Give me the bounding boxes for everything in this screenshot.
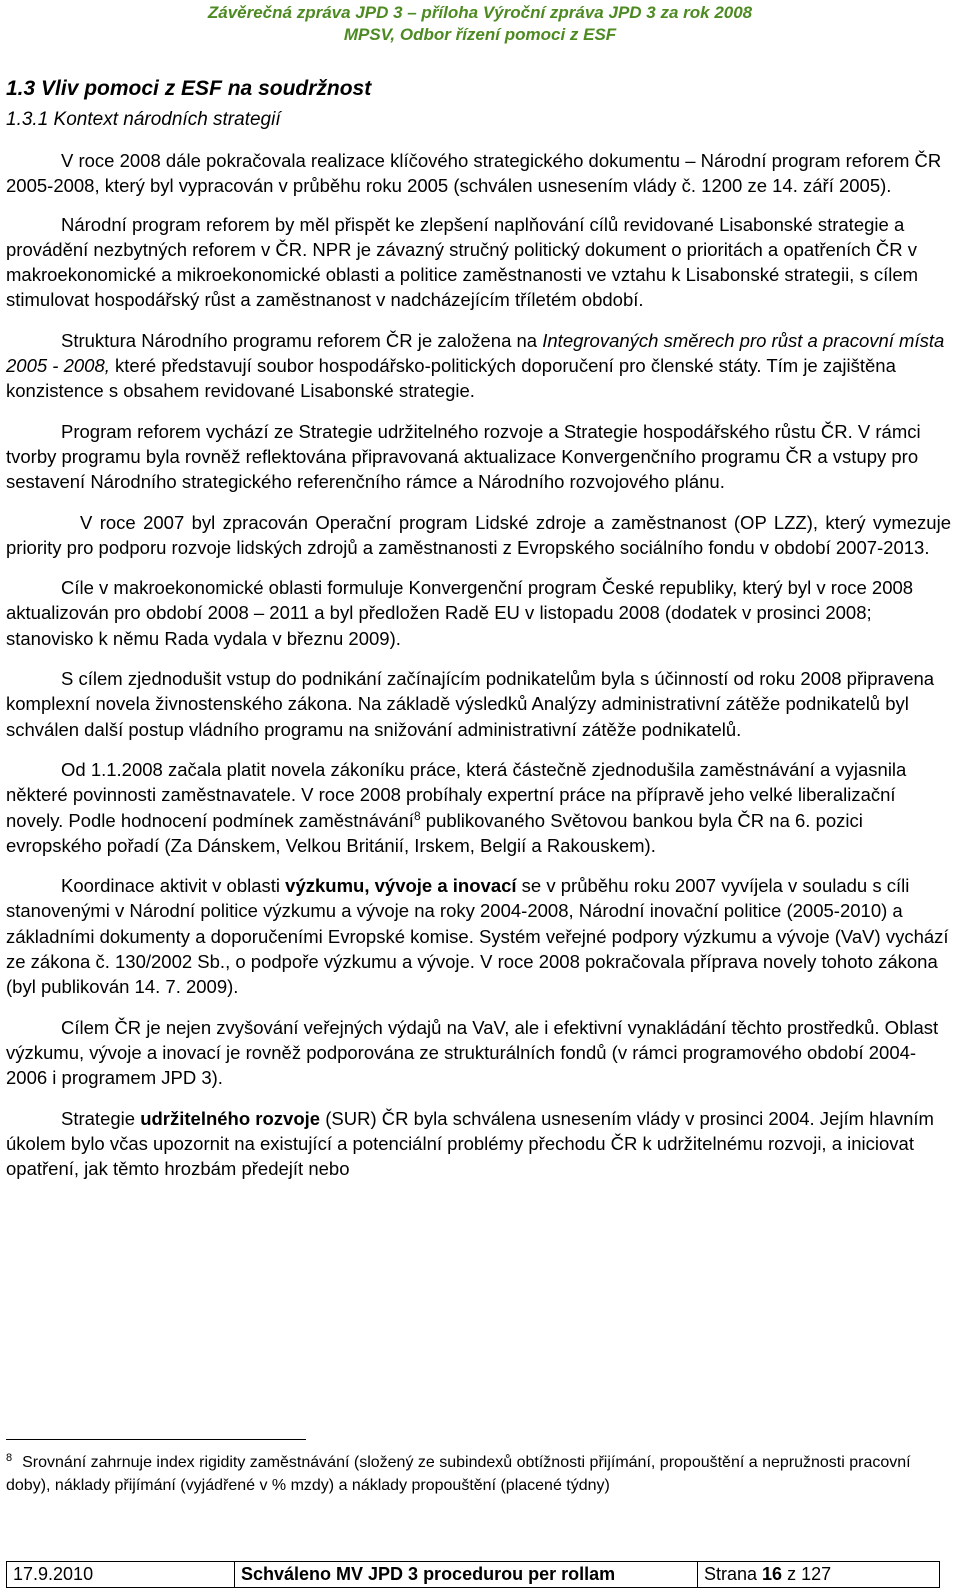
text-run: (SUR) ČR byla schválena usnesením vlády v prosinci 2004. Jejím hlavním úkolem bylo včas upozornit na existující a potenciální problémy přechodu ČR k udržitelnému rozvoji, a iniciovat opatření, jak těmto hrozbám předejít nebo (6, 1107, 934, 1180)
footnote-number: 8 (6, 1452, 13, 1464)
paragraph: Program reforem vychází ze Strategie udržitelného rozvoje a Strategie hospodářského růstu ČR. V rámci tvorby programu byla rovněž reflektována připravovaná aktualizace Konvergenčního programu ČR a vstupy pro sestavení Národního strategického referenčního rámce a Národního rozvojového plánu. (6, 420, 921, 493)
footnote-text: Srovnání zahrnuje index rigidity zaměstnávání (složený ze subindexů obtížnosti přijímání, propouštění a nepružnosti pracovní doby), náklady přijímání (vyjádřené v % mzdy) a náklady propouštění (placené týdny) (6, 1454, 911, 1494)
paragraph: Národní program reforem by měl přispět ke zlepšení naplňování cílů revidované Lisabonské strategie a provádění nezbytných reforem v ČR. NPR je závazný stručný politický dokument o prioritách a opatřeních ČR v makroekonomické a mikroekonomické oblasti a politice zaměstnanosti ve vztahu k Lisabonské strategii, s cílem stimulovat hospodářský růst a zaměstnanost v nadcházejícím tříletém období. (6, 213, 919, 311)
text-run: publikovaného Světovou bankou byla ČR na 6. pozici evropského pořadí (Za Dánskem, Velkou Británií, Irskem, Belgií a Rakouskem). (6, 809, 863, 856)
text-run: Koordinace aktivit v oblasti (61, 875, 286, 897)
paragraph (6, 873, 951, 999)
footer-date: 17.9.2010 (7, 1562, 235, 1587)
text-run: Strategie (61, 1107, 141, 1129)
page-header (0, 2, 960, 46)
text-run: které představují soubor hospodářsko-politických doporučení pro členské státy. Tím je zajištěna konzistence s obsahem revidované Lisabonské strategie. (6, 355, 896, 402)
paragraph: V roce 2007 byl zpracován Operační program Lidské zdroje a zaměstnanost (OP LZZ), který vymezuje priority pro podporu rozvoje lidských zdrojů a zaměstnanosti z Evropského sociálního fondu v období 2007-2013. (6, 511, 951, 558)
italic-text: Integrovaných směrech pro růst a pracovní místa 2005 - 2008, (6, 329, 945, 377)
paragraph (6, 757, 951, 858)
bold-text: udržitelného rozvoje (140, 1107, 321, 1129)
body-text (6, 148, 951, 1196)
footnote (6, 1451, 946, 1497)
paragraph: S cílem zjednodušit vstup do podnikání začínajícím podnikatelům byla s účinností od roku 2008 připravena komplexní novela živnostenského zákona. Na základě výsledků Analýzy administrativní zátěže podnikatelů byl schválen další postup vládního programu na snižování administrativní zátěže podnikatelů. (6, 668, 935, 740)
page-footer (6, 1561, 940, 1588)
paragraph (6, 1106, 951, 1182)
header-title: Závěrečná zpráva JPD 3 – příloha Výroční zpráva JPD 3 za rok 2008 (207, 3, 753, 22)
paragraph (6, 328, 951, 404)
paragraph: V roce 2008 dále pokračovala realizace klíčového strategického dokumentu – Národní program reforem ČR 2005-2008, který byl vypracován v průběhu roku 2005 (schválen usnesením vlády č. 1200 ze 14. září 2005). (6, 150, 942, 197)
footnote-separator (6, 1439, 306, 1440)
footer-page-number (698, 1562, 939, 1587)
page-number: 16 (762, 1564, 783, 1584)
bold-text: výzkumu, vývoje a inovací (285, 875, 517, 897)
footer-approval: Schváleno MV JPD 3 procedurou per rollam (235, 1562, 698, 1587)
page-prefix: Strana (704, 1564, 763, 1584)
text-run: Od 1.1.2008 začala platit novela zákoníku práce, která částečně zjednodušila zaměstnávání a vyjasnila některé povinnosti zaměstnavatele. V roce 2008 probíhaly expertní práce na přípravě jeho velké liberalizační novely. Podle hodnocení podmínek zaměstnávání (6, 758, 907, 831)
text-run: se v průběhu roku 2007 vyvíjela v souladu s cíli stanovenými v Národní politice výzkumu a vývoje na roky 2004-2008, Národní inovační politice (2005-2010) a základními dokumenty a doporučeními Evropské komise. Systém veřejné podpory výzkumu a vývoje (VaV) vychází ze zákona č. 130/2002 Sb., o podpoře výzkumu a vývoje. V roce 2008 pokračovala příprava novely tohoto zákona (byl publikován 14. 7. 2009). (6, 875, 949, 998)
footnote-ref: 8 (413, 808, 421, 823)
section-heading: 1.3 Vliv pomoci z ESF na soudržnost (6, 77, 372, 100)
text-run: Struktura Národního programu reforem ČR je založena na (61, 329, 543, 351)
subsection-heading: 1.3.1 Kontext národních strategií (6, 109, 281, 130)
page-suffix: z 127 (782, 1564, 832, 1584)
header-subtitle: MPSV, Odbor řízení pomoci z ESF (343, 25, 617, 44)
paragraph: Cílem ČR je nejen zvyšování veřejných výdajů na VaV, ale i efektivní vynakládání těchto prostředků. Oblast výzkumu, vývoje a inovací je rovněž podporována ze strukturálních fondů (v rámci programového období 2004-2006 i programem JPD 3). (6, 1016, 939, 1089)
paragraph: Cíle v makroekonomické oblasti formuluje Konvergenční program České republiky, který byl v roce 2008 aktualizován pro období 2008 – 2011 a byl předložen Radě EU v listopadu 2008 (dodatek v prosinci 2008; stanovisko k němu Rada vydala v březnu 2009). (6, 577, 914, 649)
